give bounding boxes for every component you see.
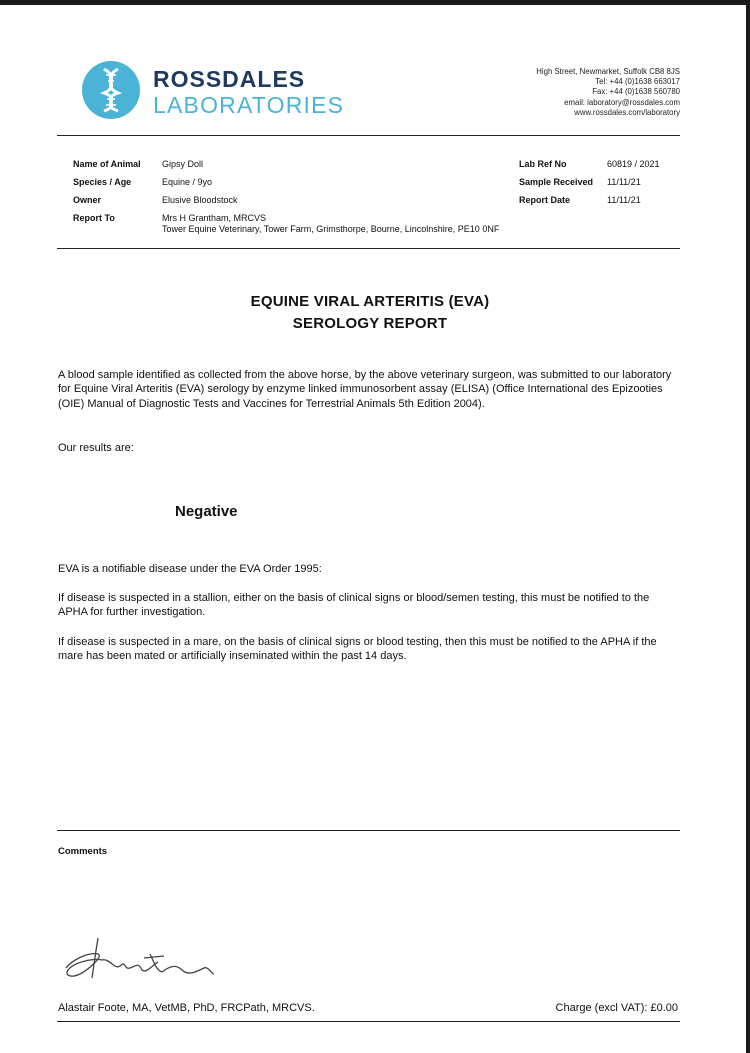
report-date-label: Report Date <box>519 195 571 205</box>
email-line: email: laboratory@rossdales.com <box>564 97 680 107</box>
mare-note: If disease is suspected in a mare, on the basis of clinical signs or blood testing, then this must be notified to the APHA if the mare has been mated or artificially inseminated within the past 14 days. <box>58 636 657 663</box>
animal-name-label: Name of Animal <box>73 159 141 169</box>
animal-name-value: Gipsy Doll <box>162 159 204 169</box>
comments-divider <box>57 830 680 831</box>
test-result: Negative <box>175 503 238 520</box>
brand-subname: LABORATORIES <box>153 92 345 118</box>
intro-paragraph: A blood sample identified as collected from the above horse, by the above veterinary surgeon, was submitted to our laboratory for Equine Viral Arteritis (EVA) serology by enzyme linked immunosorbent assay (ELISA) (Office International des Epizooties (OIE) Manual of Diagnostic Tests and Vaccines for Terrestrial Animals 5th Edition 2004). <box>58 369 672 410</box>
report-title: EQUINE VIRAL ARTERITIS (EVA) <box>250 293 490 310</box>
owner-label: Owner <box>73 195 102 205</box>
signatory-name: Alastair Foote, MA, VetMB, PhD, FRCPath, MRCVS. <box>58 1002 315 1014</box>
charge-amount: Charge (excl VAT): £0.00 <box>555 1002 678 1014</box>
dna-helix-icon <box>82 61 140 119</box>
report-to-label: Report To <box>73 213 115 223</box>
header-divider <box>57 135 680 136</box>
report-subtitle: SEROLOGY REPORT <box>292 315 448 332</box>
sample-received-label: Sample Received <box>519 177 594 187</box>
report-date-value: 11/11/21 <box>607 195 641 205</box>
website-line: www.rossdales.com/laboratory <box>574 107 680 117</box>
lab-ref-value: 60819 / 2021 <box>607 159 660 169</box>
report-to-address: Tower Equine Veterinary, Tower Farm, Grimsthorpe, Bourne, Lincolnshire, PE10 0NF <box>162 224 500 234</box>
comments-label: Comments <box>58 846 108 857</box>
results-intro: Our results are: <box>58 442 134 454</box>
lab-address <box>440 67 680 118</box>
report-to-name: Mrs H Grantham, MRCVS <box>162 213 267 223</box>
fax-line: Fax: +44 (0)1638 560780 <box>592 87 680 97</box>
lab-ref-label: Lab Ref No <box>519 159 567 169</box>
sample-received-value: 11/11/21 <box>607 177 641 187</box>
brand-name: ROSSDALES <box>153 66 306 92</box>
signature-image <box>58 930 218 988</box>
details-divider <box>57 248 680 249</box>
stallion-note: If disease is suspected in a stallion, either on the basis of clinical signs or blood/semen testing, this must be notified to the APHA for further investigation. <box>58 592 650 619</box>
species-age-value: Equine / 9yo <box>162 177 213 187</box>
address-line: High Street, Newmarket, Suffolk CB8 8JS <box>536 67 680 76</box>
species-age-label: Species / Age <box>73 177 132 187</box>
phone-line: Tel: +44 (0)1638 663017 <box>595 77 680 87</box>
notifiable-statement: EVA is a notifiable disease under the EVA Order 1995: <box>58 563 322 575</box>
owner-value: Elusive Bloodstock <box>162 195 238 205</box>
footer-divider <box>57 1021 680 1022</box>
report-page <box>0 5 746 1053</box>
